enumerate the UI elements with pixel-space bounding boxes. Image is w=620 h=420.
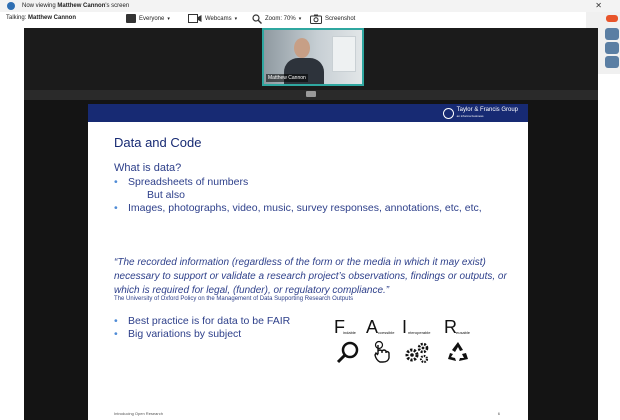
bullet-icon: •: [114, 315, 118, 327]
camera-icon: [188, 14, 202, 23]
title-suffix: 's screen: [105, 3, 130, 9]
title-prefix: Now viewing: [22, 3, 58, 9]
zoom-icon: [252, 14, 262, 24]
slide-footer-text: Introducing Open Research: [114, 411, 163, 416]
chevron-down-icon: ▾: [234, 15, 238, 22]
bullet-icon: •: [114, 176, 118, 188]
presentation-slide: [88, 104, 528, 420]
bullet-icon: •: [114, 328, 118, 340]
notification-badge-icon[interactable]: [606, 15, 618, 22]
talking-indicator: [6, 15, 76, 21]
screenshot-camera-icon: [310, 14, 322, 24]
zoom-dropdown[interactable]: [252, 14, 301, 24]
slide-question: What is data?: [114, 162, 182, 174]
list-item: [114, 176, 514, 189]
publisher-sub: an informa business: [456, 114, 484, 118]
splitter-handle-icon[interactable]: [306, 91, 316, 97]
webcam-tile[interactable]: [262, 28, 364, 86]
zoom-label: Zoom: 70%: [265, 16, 296, 22]
audience-label: Everyone: [139, 15, 165, 22]
webcam-window: [332, 36, 356, 72]
pin-icon[interactable]: [605, 56, 619, 68]
fair-word-accessible: ccessible: [378, 330, 395, 335]
title-name: Matthew Cannon: [57, 3, 106, 9]
chevron-down-icon: ▾: [167, 15, 170, 22]
publisher-logo-icon: [443, 108, 454, 119]
list-item: [114, 315, 334, 328]
recycle-icon: [446, 340, 470, 364]
gears-icon: [404, 340, 430, 364]
screenshot-label: Screenshot: [325, 16, 356, 22]
slide-page-number: 6: [497, 411, 500, 416]
list-item-text: Big variations by subject: [128, 328, 242, 340]
window-title: [22, 3, 129, 9]
fair-letters: [332, 318, 492, 338]
webcam-name-label: Matthew Cannon: [268, 75, 306, 81]
slide-header: [88, 104, 528, 122]
fair-word-findable: indable: [343, 330, 356, 335]
webcams-dropdown[interactable]: [188, 14, 237, 23]
fair-letter-a: A: [366, 317, 379, 337]
slide-content: [114, 162, 514, 215]
webcam-person-head: [294, 38, 310, 58]
fair-word-reusable: eusable: [456, 330, 471, 335]
fair-letter-i: I: [402, 317, 408, 337]
list-item: [114, 328, 334, 341]
magnifier-icon: [336, 340, 360, 364]
chat-icon[interactable]: [605, 42, 619, 54]
publisher-logo-text: [457, 107, 518, 119]
slide-quote: “The recorded information (regardless of the form or the media in which it may exist) necessary to support or validate a research project’s observations, findings or outputs, or which is required for legal, (funder), or regulatory compliance.”: [114, 257, 507, 296]
webcams-label: Webcams: [205, 15, 232, 22]
close-icon[interactable]: ✕: [595, 1, 602, 10]
title-bar: [0, 0, 620, 12]
quote-source: The University of Oxford Policy on the Management of Data Supporting Research Outputs: [114, 296, 354, 302]
slide-title: Data and Code: [114, 135, 202, 150]
publisher-logo: [443, 107, 518, 119]
list-item-text: Best practice is for data to be FAIR: [128, 315, 291, 327]
list-subitem: But also: [147, 189, 185, 201]
app-icon: [7, 2, 15, 10]
fair-letter-f: F: [334, 317, 345, 337]
fair-letter-r: R: [444, 317, 457, 337]
chevron-down-icon: ▾: [298, 16, 302, 22]
fair-icons: [332, 340, 492, 366]
people-icon: [126, 14, 136, 23]
list-item-text: Images, photographs, video, music, survey responses, annotations, etc, etc,: [128, 202, 482, 214]
fair-word-interoperable: nteroperable: [408, 330, 431, 335]
phone-icon[interactable]: [605, 28, 619, 40]
publisher-name: Taylor & Francis Group: [456, 107, 518, 113]
bullet-icon: •: [114, 202, 118, 214]
toolbar: [0, 12, 600, 26]
talking-name: Matthew Cannon: [28, 15, 77, 21]
talking-label: Talking:: [6, 15, 27, 21]
pointing-hand-icon: [370, 340, 394, 364]
screenshot-button[interactable]: [310, 14, 355, 24]
audience-dropdown[interactable]: [126, 14, 170, 23]
list-item-text: Spreadsheets of numbers: [128, 176, 249, 188]
list-item: [114, 202, 514, 215]
fair-graphic: [332, 318, 492, 368]
slide-points: [114, 315, 334, 341]
